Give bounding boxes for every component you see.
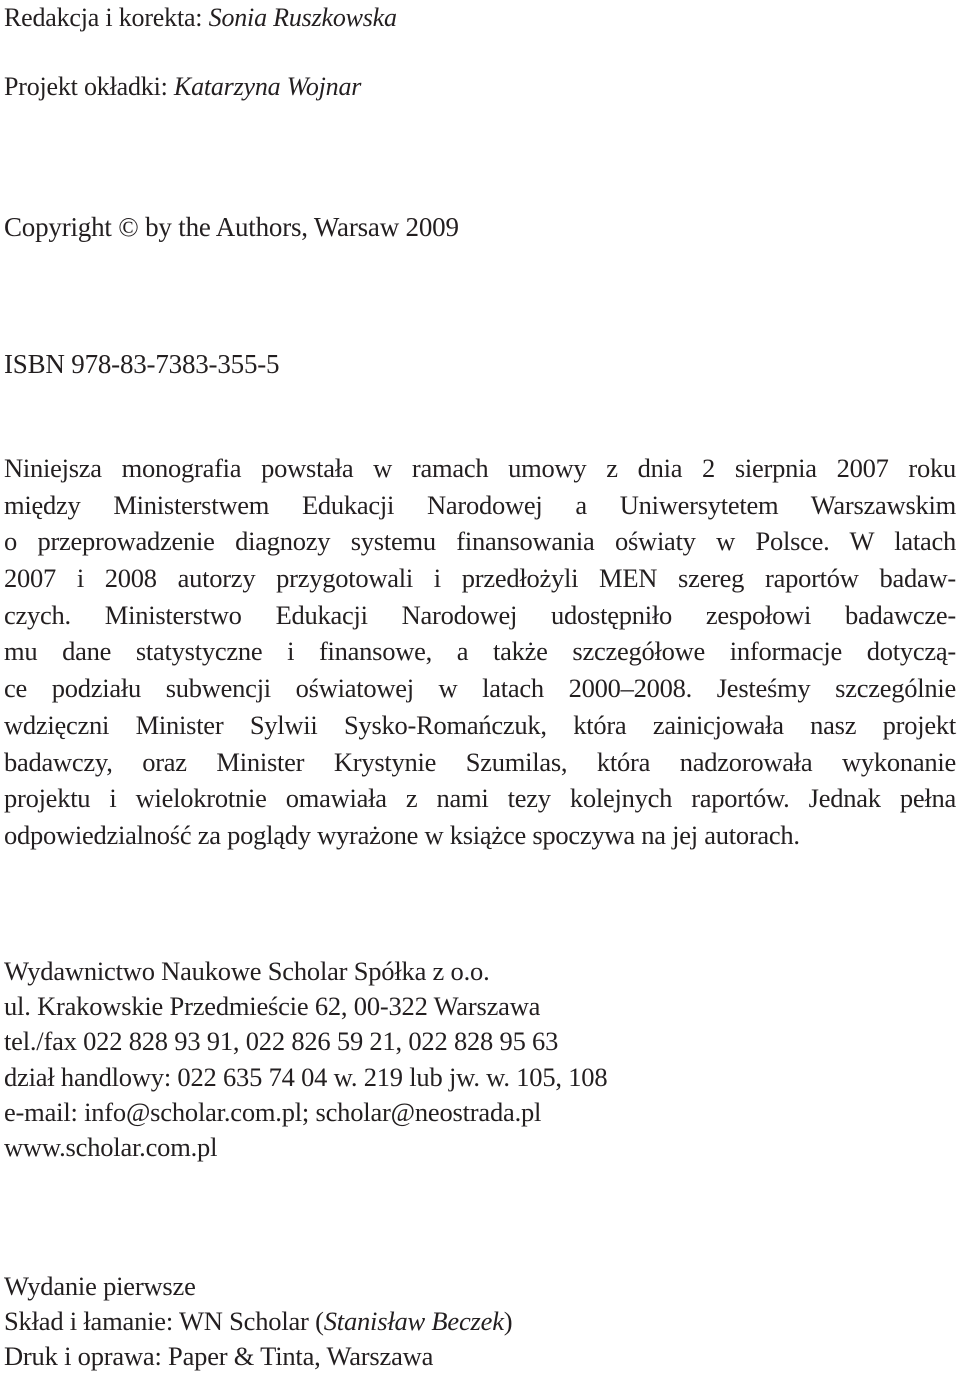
paragraph-line: o przeprowadzenie diagnozy systemu finansowania oświaty w Polsce. W latach	[4, 526, 956, 557]
cover-label: Projekt okładki:	[4, 72, 174, 101]
editing-name: Sonia Ruszkowska	[208, 3, 397, 32]
cover-credit	[4, 69, 361, 105]
acknowledgement-paragraph	[4, 450, 956, 854]
publisher-phone: tel./fax 022 828 93 91, 022 826 59 21, 022 828 95 63	[4, 1026, 559, 1056]
paragraph-line: ce podziału subwencji oświatowej w latach 2000–2008. Jesteśmy szczególnie	[4, 673, 956, 704]
typesetting-name: Stanisław Beczek	[323, 1306, 504, 1336]
typesetting-close: )	[503, 1306, 513, 1336]
paragraph-line: 2007 i 2008 autorzy przygotowali i przedłożyli MEN szereg raportów badaw-	[4, 563, 956, 594]
publisher-sales: dział handlowy: 022 635 74 04 w. 219 lub jw. w. 105, 108	[4, 1062, 608, 1092]
paragraph-line: badawczy, oraz Minister Krystynie Szumilas, która nadzorowała wykonanie	[4, 746, 956, 777]
copyright-line: Copyright © by the Authors, Warsaw 2009	[4, 212, 459, 242]
paragraph-line: Niniejsza monografia powstała w ramach umowy z dnia 2 sierpnia 2007 roku	[4, 453, 956, 483]
paragraph-line: projektu i wielokrotnie omawiała z nami tezy kolejnych raportów. Jednak pełna	[4, 783, 956, 814]
isbn-line: ISBN 978-83-7383-355-5	[4, 349, 280, 379]
paragraph-line: wdzięczni Minister Sylwii Sysko-Romańczuk, która zainicjowała nasz projekt	[4, 709, 956, 740]
typesetting-line	[4, 1303, 512, 1339]
editing-credit	[4, 0, 397, 36]
publisher-name: Wydawnictwo Naukowe Scholar Spółka z o.o.	[4, 956, 490, 986]
paragraph-line: odpowiedzialność za poglądy wyrażone w książce spoczywa na jej autorach.	[4, 819, 800, 850]
paragraph-line: mu dane statystyczne i finansowe, a także szczegółowe informacje dotyczą-	[4, 636, 956, 667]
cover-name: Katarzyna Wojnar	[173, 72, 362, 101]
editing-label: Redakcja i korekta:	[4, 3, 209, 32]
typesetting-label: Skład i łamanie: WN Scholar (	[4, 1306, 324, 1336]
publisher-address: ul. Krakowskie Przedmieście 62, 00-322 Warszawa	[4, 991, 541, 1021]
paragraph-line: czych. Ministerstwo Edukacji Narodowej udostępniło zespołowi badawcze-	[4, 599, 956, 630]
publisher-email: e-mail: info@scholar.com.pl; scholar@neostrada.pl	[4, 1097, 542, 1127]
printing-line: Druk i oprawa: Paper & Tinta, Warszawa	[4, 1341, 434, 1371]
edition-line: Wydanie pierwsze	[4, 1271, 196, 1301]
publisher-website: www.scholar.com.pl	[4, 1132, 218, 1162]
paragraph-line: między Ministerstwem Edukacji Narodowej a Uniwersytetem Warszawskim	[4, 489, 956, 520]
